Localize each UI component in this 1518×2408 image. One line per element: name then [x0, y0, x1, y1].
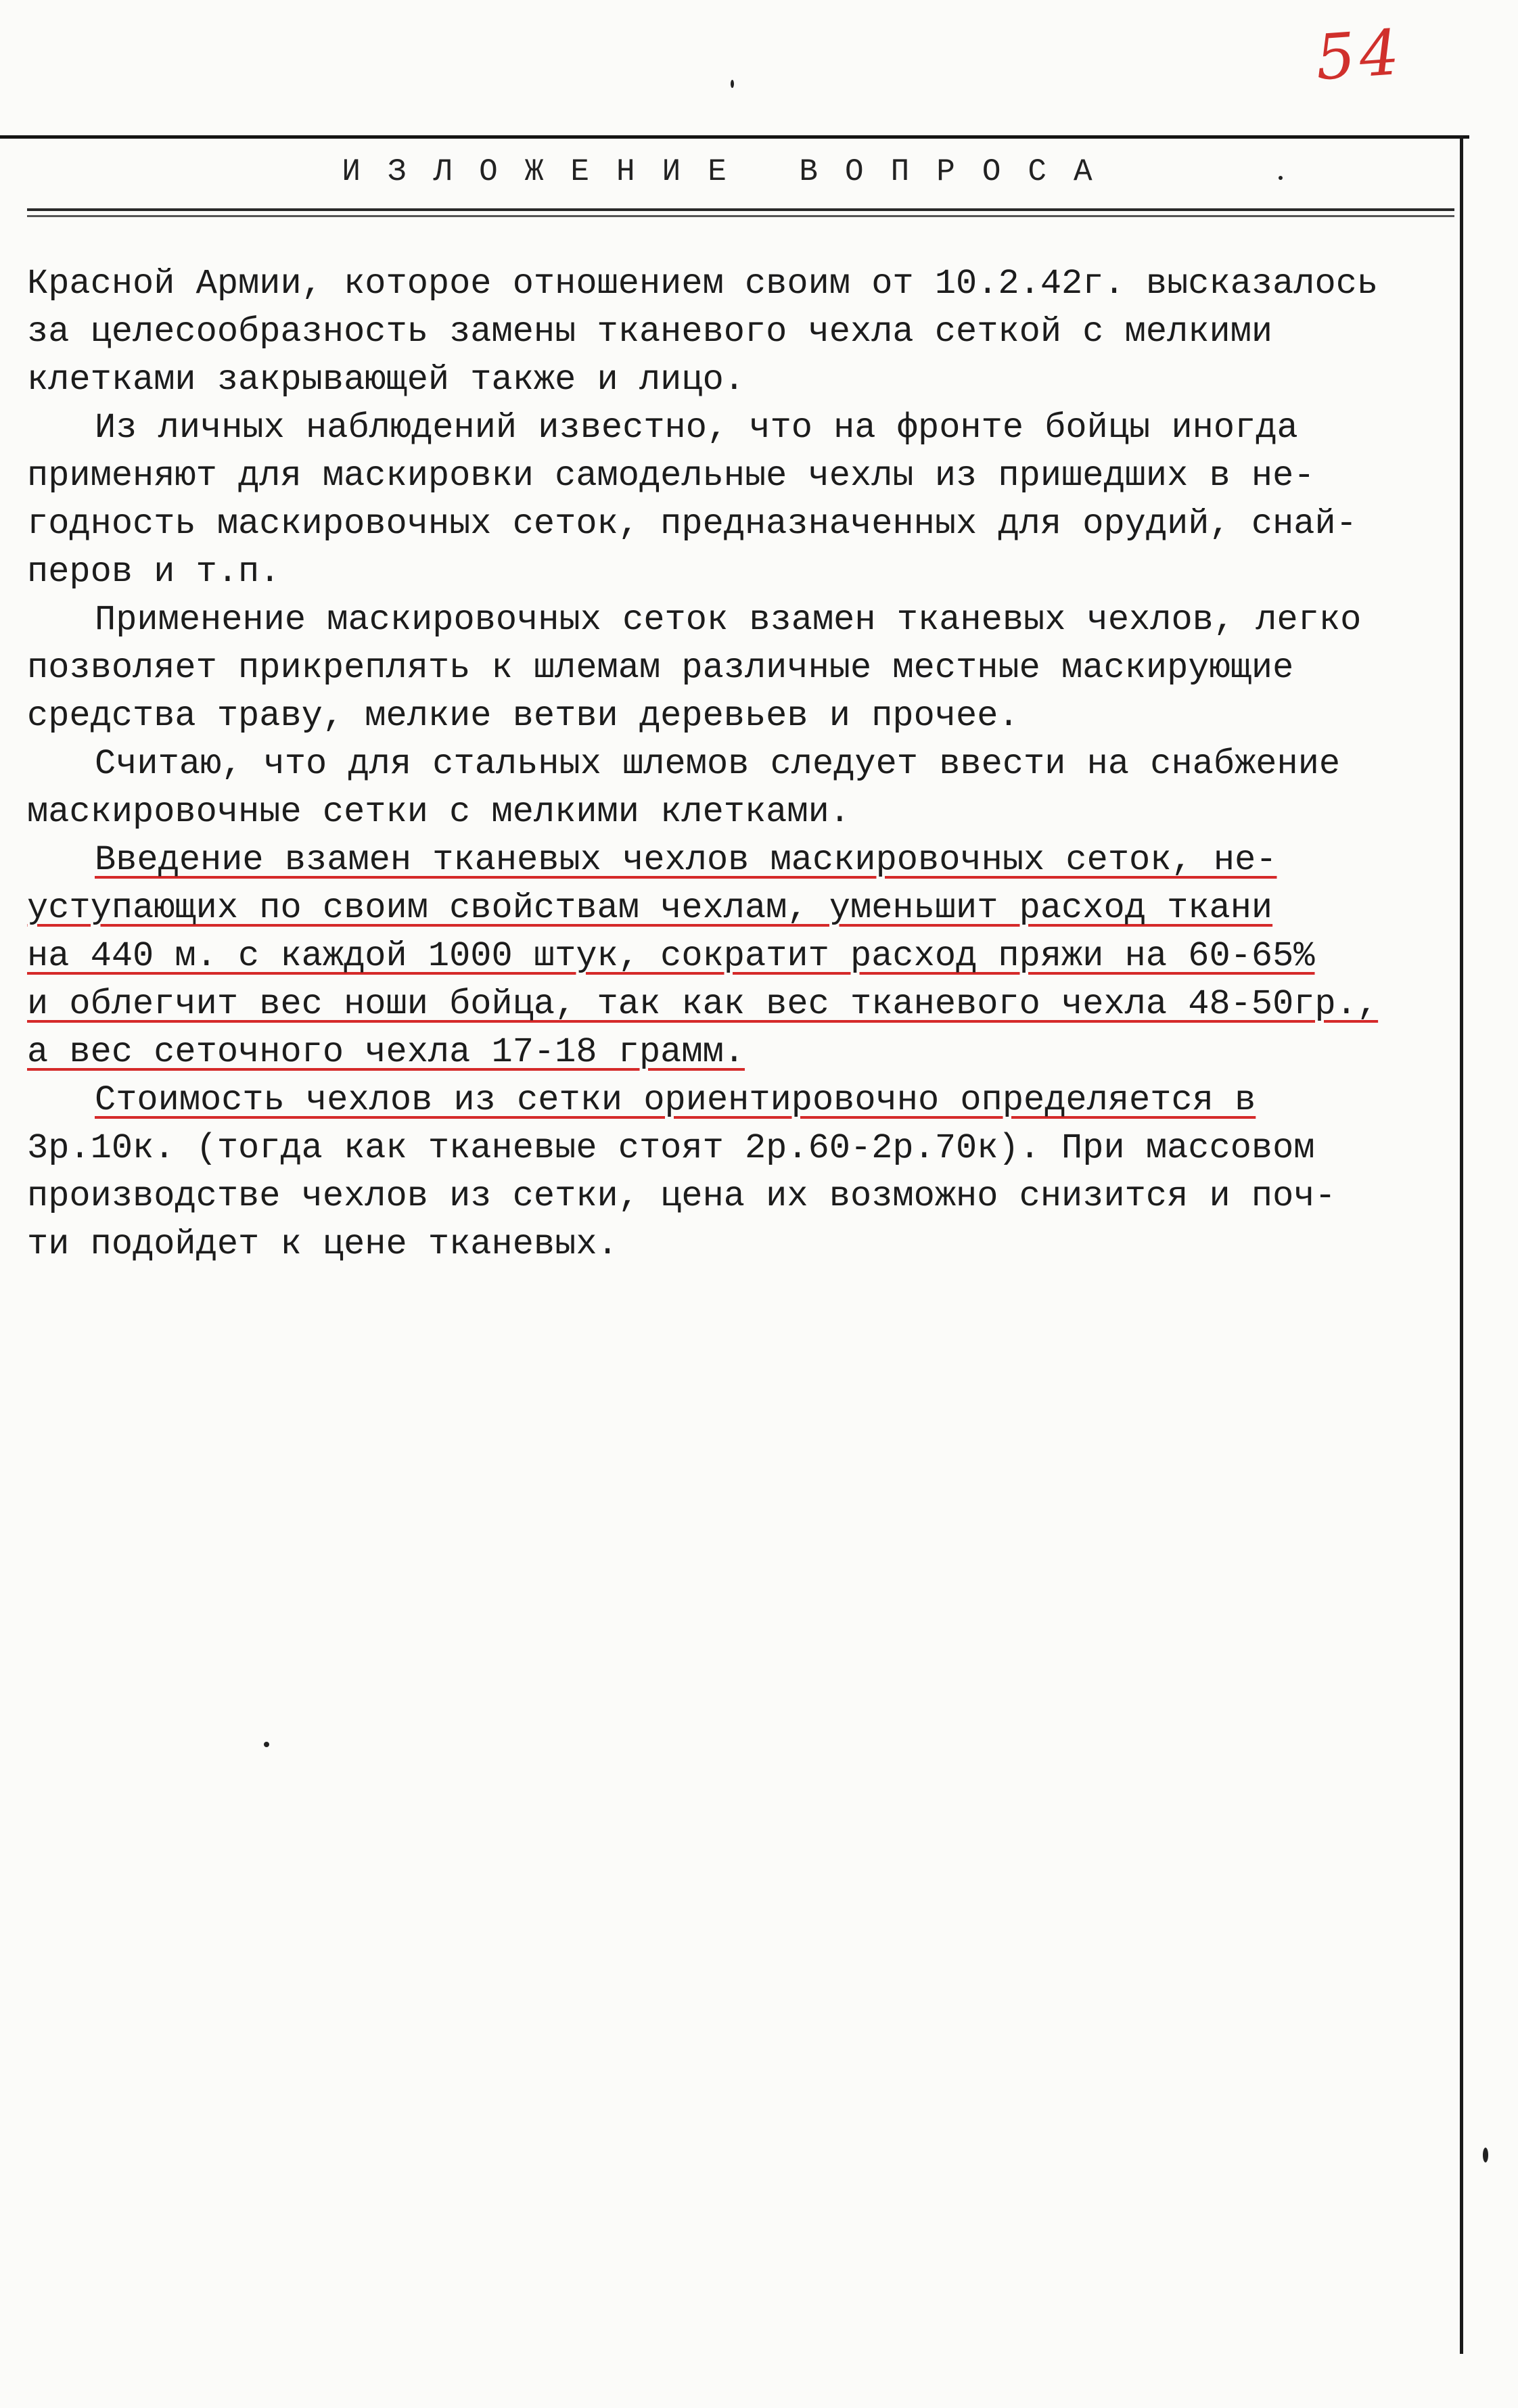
- paragraph-start-line: Из личных наблюдений известно, что на фронте бойцы иногда: [95, 408, 1298, 448]
- underlined-text-line: уступающих по своим свойствам чехлам, уменьшит расход ткани: [27, 888, 1273, 928]
- header-divider: [27, 208, 1454, 211]
- text-line: перов и т.п.: [27, 552, 281, 592]
- header-divider-secondary: [27, 215, 1454, 217]
- text-line: 3р.10к. (тогда как тканевые стоят 2р.60-2р.70к). При массовом: [27, 1128, 1315, 1168]
- text-line: средства траву, мелкие ветви деревьев и прочее.: [27, 696, 1019, 736]
- underlined-text-line: а вес сеточного чехла 17-18 грамм.: [27, 1032, 745, 1072]
- text-line: ти подойдет к цене тканевых.: [27, 1224, 618, 1264]
- underlined-text-line: и облегчит вес ноши бойца, так как вес тканевого чехла 48-50гр.,: [27, 984, 1379, 1024]
- text-line: применяют для маскировки самодельные чехлы из пришедших в не-: [27, 456, 1315, 496]
- paper-speck: [1483, 2148, 1488, 2162]
- underlined-text-line: на 440 м. с каждой 1000 штук, сократит расход пряжи на 60-65%: [27, 936, 1315, 976]
- paragraph-start-line: Применение маскировочных сеток взамен тканевых чехлов, легко: [95, 600, 1362, 640]
- text-line: годность маскировочных сеток, предназначенных для орудий, снай-: [27, 504, 1357, 544]
- text-line: за целесообразность замены тканевого чехла сеткой с мелкими: [27, 312, 1273, 352]
- underlined-paragraph-start-line: Введение взамен тканевых чехлов маскировочных сеток, не-: [95, 840, 1277, 880]
- paper-speck: [731, 80, 734, 88]
- handwritten-sheet-number: 54: [1313, 16, 1406, 95]
- underlined-paragraph-start-line: Стоимость чехлов из сетки ориентировочно определяется в: [95, 1080, 1256, 1120]
- paper-speck: [264, 1742, 269, 1747]
- document-body: [27, 260, 1448, 1268]
- text-line: клетками закрывающей также и лицо.: [27, 360, 745, 400]
- frame-top-border: [0, 135, 1469, 139]
- text-line: Красной Армии, которое отношением своим от 10.2.42г. высказалось: [27, 264, 1379, 304]
- section-header-title: ИЗЛОЖЕНИЕ ВОПРОСА: [342, 154, 1120, 189]
- paragraph-start-line: Считаю, что для стальных шлемов следует ввести на снабжение: [95, 744, 1341, 784]
- text-line: позволяет прикреплять к шлемам различные местные маскирующие: [27, 648, 1294, 688]
- text-line: производстве чехлов из сетки, цена их возможно снизится и поч-: [27, 1176, 1336, 1216]
- paper-speck: [1279, 176, 1283, 180]
- text-line: маскировочные сетки с мелкими клетками.: [27, 792, 850, 832]
- frame-right-border: [1460, 135, 1463, 2354]
